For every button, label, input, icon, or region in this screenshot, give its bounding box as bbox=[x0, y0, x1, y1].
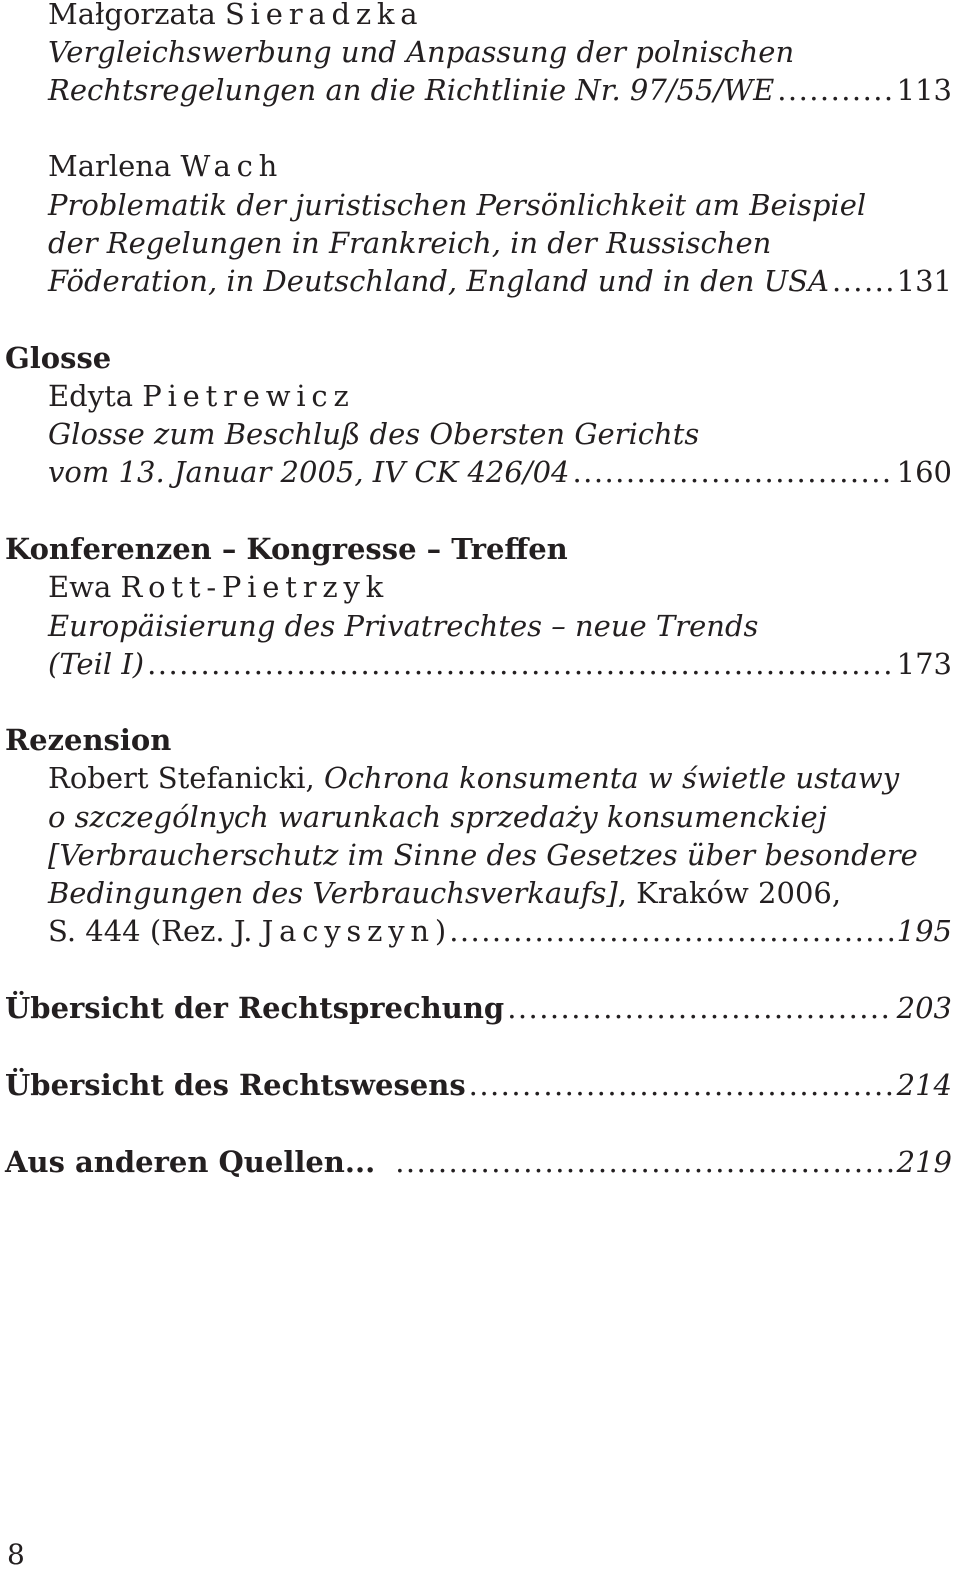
reviewed-author: Robert Stefanicki, bbox=[48, 761, 315, 795]
review-pages bbox=[48, 912, 446, 950]
section-heading: Aus anderen Quellen... bbox=[5, 1145, 376, 1179]
toc-page-number: 203 bbox=[896, 991, 952, 1025]
author-last-name: Wach bbox=[180, 149, 284, 183]
toc-title-line: o szczególnych warunkach sprzedaży konsumenckiej bbox=[48, 800, 827, 834]
page-number: 8 bbox=[7, 1538, 25, 1571]
author-last-name: Pietrewicz bbox=[142, 379, 355, 413]
toc-title-line: vom 13. Januar 2005, IV CK 426/04 bbox=[48, 455, 570, 489]
section-heading: Übersicht der Rechtsprechung bbox=[5, 991, 505, 1025]
toc-entry-line bbox=[48, 645, 952, 683]
toc-title-line bbox=[48, 874, 841, 912]
leader-dots bbox=[832, 262, 894, 300]
toc-section-line bbox=[5, 989, 952, 1027]
toc-entry-line bbox=[48, 71, 952, 109]
toc-page-number: 219 bbox=[896, 1145, 952, 1179]
toc-section-line bbox=[5, 1143, 952, 1181]
toc-title-line: der Regelungen in Frankreich, in der Russischen bbox=[48, 226, 772, 260]
toc-page-number: 131 bbox=[896, 264, 952, 298]
toc-title-line: (Teil I) bbox=[48, 647, 145, 681]
author-first-name: Marlena bbox=[48, 149, 172, 183]
toc-page-number: 214 bbox=[896, 1068, 952, 1102]
toc-title-line: Europäisierung des Privatrechtes – neue Trends bbox=[48, 609, 759, 643]
leader-dots bbox=[147, 645, 894, 683]
toc-title-line bbox=[48, 759, 899, 797]
author-first-name: Małgorzata bbox=[48, 0, 216, 31]
leader-dots bbox=[507, 989, 893, 1027]
toc-section-line bbox=[5, 1066, 952, 1104]
toc-page-number: 113 bbox=[896, 73, 952, 107]
author-last-name: Rott-Pietrzyk bbox=[120, 570, 390, 604]
toc-author bbox=[48, 0, 423, 33]
review-pages-suffix: ) bbox=[434, 914, 447, 948]
author-first-name: Ewa bbox=[48, 570, 112, 604]
toc-title-line: Föderation, in Deutschland, England und in den USA bbox=[48, 264, 829, 298]
toc-title-line: Glosse zum Beschluß des Obersten Gerichts bbox=[48, 417, 700, 451]
author-last-name: Sieradzka bbox=[225, 0, 424, 31]
toc-title-line: Problematik der juristischen Persönlichkeit am Beispiel bbox=[48, 188, 867, 222]
publication-info: , Kraków 2006, bbox=[617, 876, 842, 910]
toc-title-line: Vergleichswerbung und Anpassung der polnischen bbox=[48, 35, 795, 69]
toc-page-number: 173 bbox=[896, 647, 952, 681]
section-heading: Glosse bbox=[5, 341, 112, 375]
leader-dots bbox=[395, 1143, 893, 1181]
review-pages-prefix: S. 444 (Rez. J. bbox=[48, 914, 253, 948]
toc-entry-line bbox=[48, 912, 952, 950]
toc-author bbox=[48, 568, 389, 606]
toc-page-number: 160 bbox=[896, 455, 952, 489]
toc-entry-line bbox=[48, 453, 952, 491]
section-heading: Übersicht des Rechtswesens bbox=[5, 1068, 466, 1102]
leader-dots bbox=[573, 453, 894, 491]
toc-author bbox=[48, 147, 283, 185]
section-heading: Konferenzen – Kongresse – Treffen bbox=[5, 532, 568, 566]
toc-title-line: [Verbraucherschutz im Sinne des Gesetzes über besondere bbox=[48, 838, 918, 872]
reviewer-last-name: Jacyszyn bbox=[261, 914, 435, 948]
reviewed-title: Bedingungen des Verbrauchsverkaufs] bbox=[48, 876, 618, 910]
toc-entry-line bbox=[48, 262, 952, 300]
toc-author bbox=[48, 377, 355, 415]
section-heading: Rezension bbox=[5, 723, 172, 757]
leader-dots bbox=[777, 71, 893, 109]
leader-dots bbox=[449, 912, 893, 950]
leader-dots bbox=[469, 1066, 894, 1104]
toc-title-line: Rechtsregelungen an die Richtlinie Nr. 97/55/WE bbox=[48, 73, 775, 107]
toc-page-number: 195 bbox=[896, 914, 952, 948]
reviewed-title: Ochrona konsumenta w świetle ustawy bbox=[323, 761, 900, 795]
author-first-name: Edyta bbox=[48, 379, 134, 413]
